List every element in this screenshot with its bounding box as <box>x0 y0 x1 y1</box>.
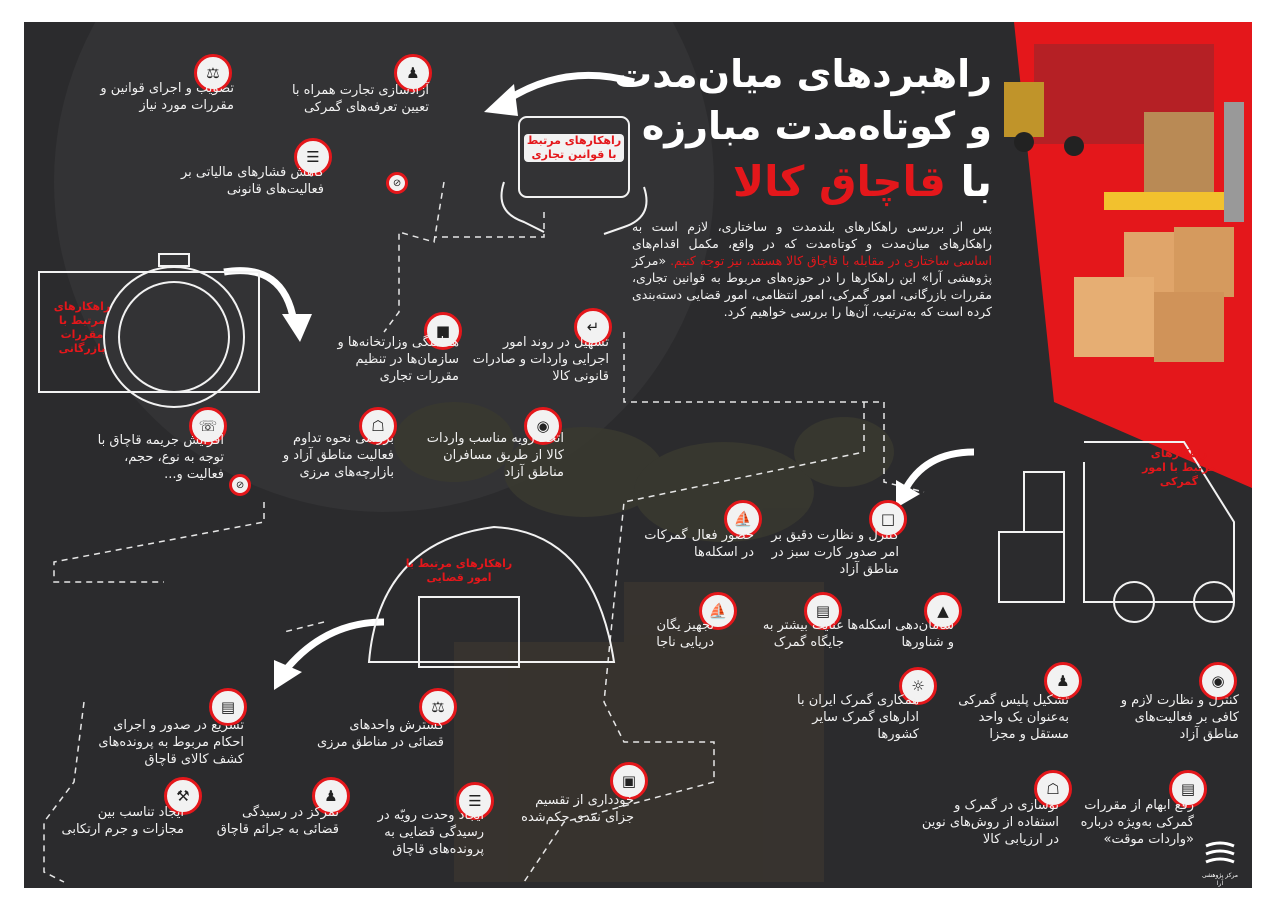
document-search-icon: ▤ <box>1169 770 1207 808</box>
intro-paragraph <box>632 218 992 320</box>
category-judicial: راهکارهای مرتبط با امور قضایی <box>405 557 513 584</box>
item-approve-laws: تصویب و اجرای قوانین و مقررات مورد نیاز <box>100 81 234 113</box>
title-line-1: راهبردهای میان‌مدت <box>614 52 992 96</box>
intro-highlight: اساسی ساختاری در مقابله با قاچاق کالا هستند، نیز توجه کنیم. <box>670 253 992 268</box>
item-reduce-tax: کاهش فشارهای مالیاتی بر فعالیت‌های قانونی <box>180 165 324 197</box>
location-pin-icon: ◉ <box>524 407 562 445</box>
gavel-icon: ⚒ <box>164 777 202 815</box>
item-customs-cooperation: همکاری گمرک ایران با ادارهای گمرک سایر کشورها <box>796 693 919 742</box>
item-monitor-free-zones: کنترل و نظارت لازم و کافی بر فعالیت‌های مناطق آزاد <box>1120 693 1239 742</box>
cart-icon: ☖ <box>1034 770 1072 808</box>
category-trade-rules: راهکارهای مرتبط با مقررات بازرگانی <box>53 300 111 355</box>
documents-icon: ▤ <box>804 592 842 630</box>
item-review-free-zones: بررسی نحوه تداوم فعالیت مناطق آزاد و بازارچه‌های مرزی <box>282 431 394 480</box>
no-sign-icon: ⊘ <box>229 474 251 496</box>
item-modernize-customs: نوسازی در گمرک و استفاده از روش‌های نوین در ارزیابی کالا <box>921 798 1059 847</box>
title-line-2: و کوتاه‌مدت مبارزه <box>641 104 992 148</box>
handshake-globe-icon: ☼ <box>899 667 937 705</box>
meeting-desk-icon: ■ <box>424 312 462 350</box>
item-travelers-import: اتخاذ رویه مناسب واردات کالا از طریق مسافران مناطق آزاد <box>426 431 564 480</box>
item-organize-ports: سامان‌دهی اسکله‌ها و شناورها <box>847 618 954 650</box>
item-centralized-judging: تمرکز در رسیدگی قضائی به جرائم قاچاق <box>216 805 339 837</box>
title-line-3-highlight: قاچاق کالا <box>732 157 946 206</box>
item-expedite-rulings: تسریع در صدور و اجرای احکام مربوط به پرونده‌های کشف کالای قاچاق <box>98 718 244 767</box>
cash-hand-icon: ▣ <box>610 762 648 800</box>
title-line-3 <box>733 157 992 206</box>
item-trade-liberalization: آزادسازی تجارت همراه با تعیین تعرفه‌های گمرکی <box>291 83 429 115</box>
tax-document-icon: ☰ <box>294 138 332 176</box>
item-customs-status: عنایت بیشتر به جایگاه گمرک <box>762 618 844 650</box>
list-document-icon: ☰ <box>456 782 494 820</box>
item-unified-procedure: ایجاد وحدت رویّه در رسیدگی قضایی به پرونده‌های قاچاق <box>377 808 484 857</box>
ship-icon: ⛵ <box>724 500 762 538</box>
item-no-fine-split: خودداری از تقسیم جزای نقدی حکم‌شده <box>521 793 634 825</box>
boat-icon: ⛵ <box>699 592 737 630</box>
item-temporary-import: رفع ابهام از مقررات گمرکی به‌ویژه درباره «واردات موقت» <box>1080 798 1194 847</box>
logo-mark-icon <box>1202 840 1238 868</box>
item-customs-police: تشکیل پلیس گمرکی به‌عنوان یک واحد مستقل و مجزا <box>958 693 1069 742</box>
item-facilitate-import-export: تسهیل در روند امور اجرایی واردات و صادرات قانونی کالا <box>472 335 609 384</box>
category-trade-laws: راهکارهای مرتبط با قوانین تجاری <box>524 134 624 162</box>
police-icon: ♟ <box>1044 662 1082 700</box>
scales-icon: ⚖ <box>419 688 457 726</box>
stamp-document-icon: ▤ <box>209 688 247 726</box>
title-line-3-prefix: با <box>960 157 992 206</box>
judge-icon: ♟ <box>312 777 350 815</box>
id-card-icon: □ <box>869 500 907 538</box>
infographic-poster <box>24 22 1252 888</box>
item-customs-at-ports: حضور فعال گمرکات در اسکله‌ها <box>644 528 754 560</box>
item-coordinate-ministries: هماهنگی وزارتخانه‌ها و سازمان‌ها در تنظیم مقررات تجاری <box>337 335 459 384</box>
turn-arrow-icon: ↵ <box>574 308 612 346</box>
eye-icon: ◉ <box>1199 662 1237 700</box>
customs-officer-icon: ♟ <box>394 54 432 92</box>
buoy-icon: ▲ <box>924 592 962 630</box>
intro-text-1: پس از بررسی راهکارهای بلندمدت و ساختاری، لازم است به راهکارهای میان‌مدت و کوتاه‌مدت که در واقع، مکمل اقدام‌های <box>632 219 992 251</box>
phone-icon: ☏ <box>189 407 227 445</box>
no-entry-icon: ⊘ <box>386 172 408 194</box>
item-border-courts: گسترش واحدهای قضائی در مناطق مرزی <box>317 718 444 750</box>
item-green-card-control: کنترل و نظارت دقیق بر امر صدور کارت سبز در مناطق آزاد <box>771 528 899 577</box>
item-proportional-punishment: ایجاد تناسب بین مجازات و جرم ارتکابی <box>61 805 184 837</box>
basket-icon: ☖ <box>359 407 397 445</box>
item-increase-fines: افزایش جریمه قاچاق با توجه به نوع، حجم، فعالیت و... <box>97 433 224 482</box>
intro-text-2: «مرکز پژوهشی آرا» این راهکارها را در حوزه‌های مربوط به قوانین تجاری، مقررات بازرگانی، امور گمرکی، امور انتظامی، امور قضایی دسته‌بندی کرده است که به‌ترتیب، آن‌ها را بررسی خواهیم کرد. <box>632 253 992 319</box>
logo <box>1200 840 1240 887</box>
logo-text: مرکز پژوهشی آرا <box>1202 872 1238 887</box>
law-scroll-icon: ⚖ <box>194 54 232 92</box>
category-customs: راهکارهای مرتبط با امور گمرکی <box>1142 447 1216 488</box>
item-naval-unit: تجهیز یگان دریایی ناجا <box>656 618 714 650</box>
